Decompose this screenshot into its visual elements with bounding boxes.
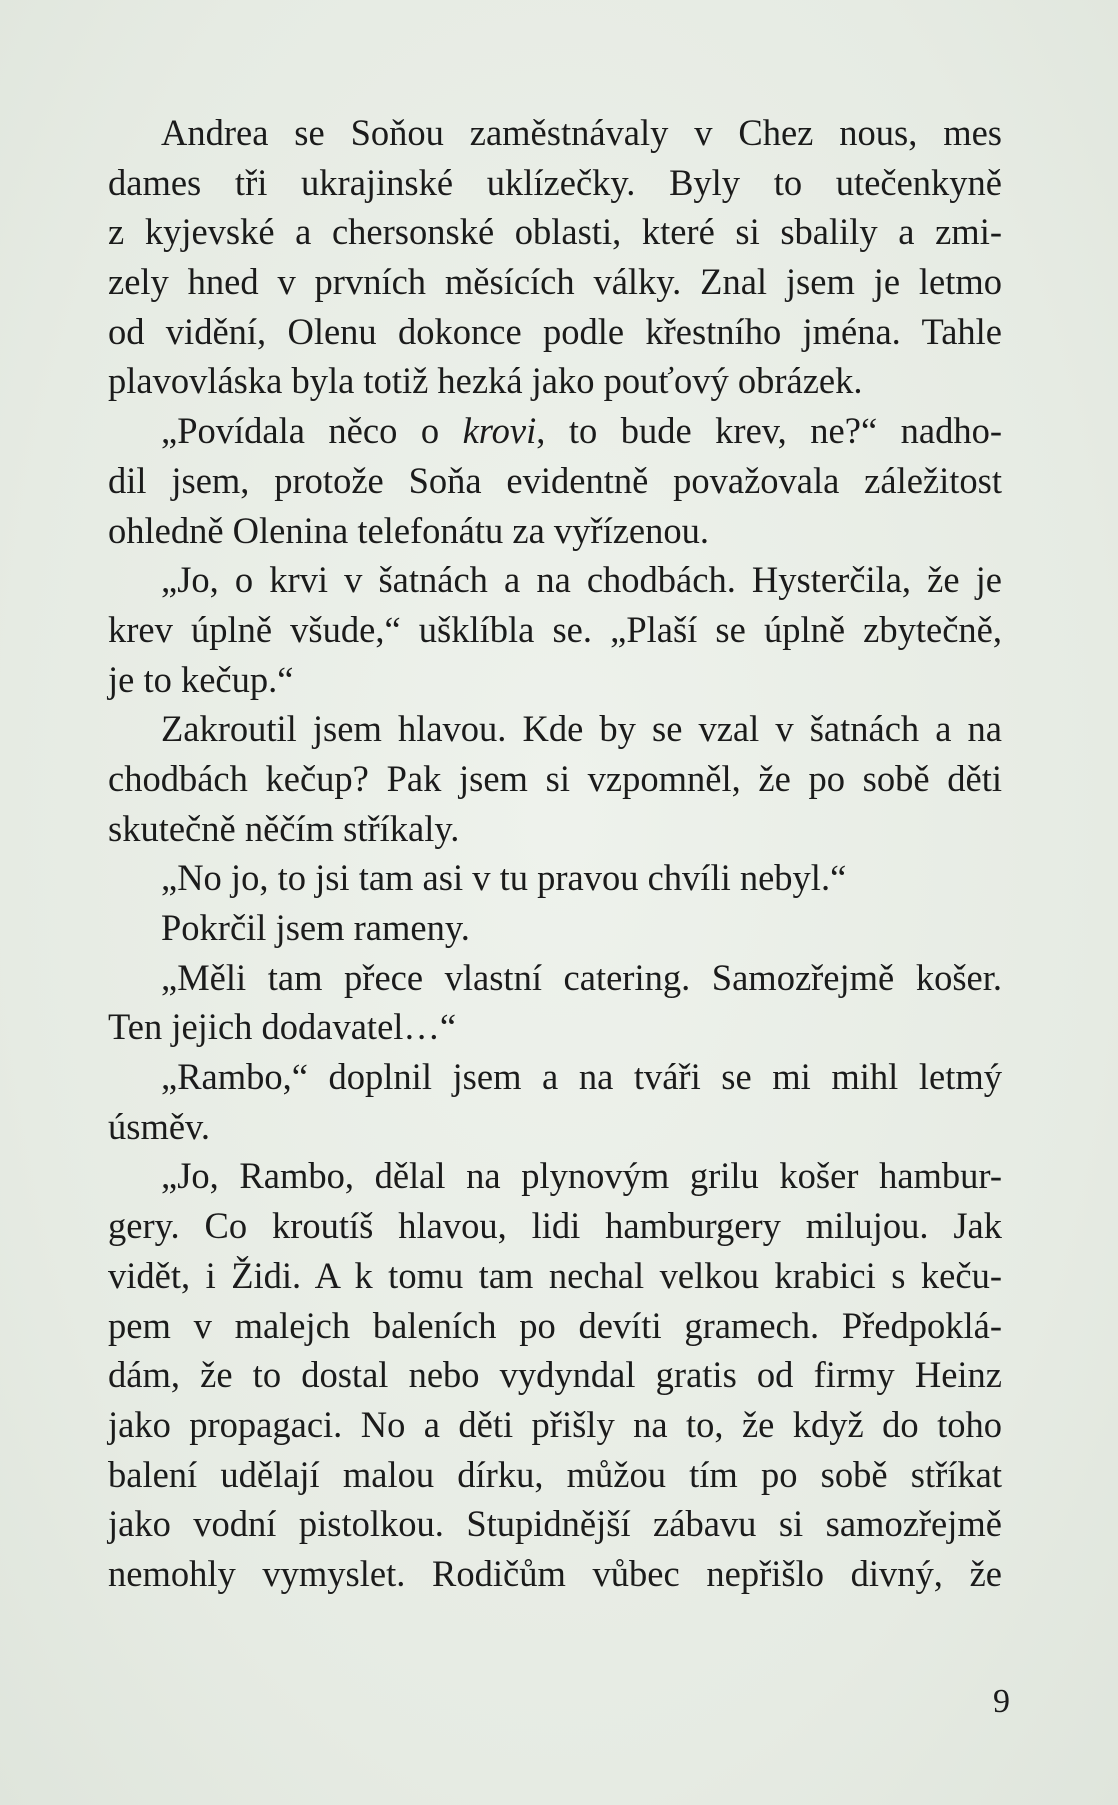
text-line: krev úplně všude,“ ušklíbla se. „Plaší se úplně zbytečně, [108,608,1002,650]
text-line: vidět, i Židi. A k tomu tam nechal velkou krabici s keču- [108,1254,1002,1296]
text-line: dames tři ukrajinské uklízečky. Byly to utečenkyně [108,161,1002,203]
body-text [108,108,1002,1599]
text-line: jako vodní pistolkou. Stupidnější zábavu si samozřejmě [108,1503,1002,1545]
text-line: „Rambo,“ doplnil jsem a na tváři se mi mihl letmý [161,1056,1002,1098]
text-line: gery. Co kroutíš hlavou, lidi hamburgery milujou. Jak [108,1205,1002,1247]
text-line: „Jo, Rambo, dělal na plynovým grilu košer hambur- [161,1155,1002,1197]
text-line: Pokrčil jsem rameny. [161,907,470,948]
text-line: „Měli tam přece vlastní catering. Samozřejmě košer. [161,956,1002,998]
text-line: Zakroutil jsem hlavou. Kde by se vzal v šatnách a na [161,708,1002,750]
text-line: dil jsem, protože Soňa evidentně považovala záležitost [108,459,1002,501]
page-number: 9 [993,1683,1010,1720]
text-line-with-italic: „Povídala něco o krovi, to bude krev, ne?“ nadho- [161,410,1002,452]
text-line: pem v malejch baleních po devíti gramech. Předpoklá- [108,1304,1002,1346]
text-line: z kyjevské a chersonské oblasti, které si sbalily a zmi- [108,211,1002,253]
text-line: ohledně Olenina telefonátu za vyřízenou. [108,509,709,551]
text-line: „Jo, o krvi v šatnách a na chodbách. Hysterčila, že je [161,559,1002,601]
text-line: jako propagaci. No a děti přišly na to, že když do toho [108,1403,1002,1445]
text-line: „No jo, to jsi tam asi v tu pravou chvíli nebyl.“ [161,857,847,899]
text-line: zely hned v prvních měsících války. Znal jsem je letmo [108,261,1002,303]
italic-word: krovi [462,410,537,452]
text-line: skutečně něčím stříkaly. [108,807,460,849]
text-line: dám, že to dostal nebo vydyndal gratis od firmy Heinz [108,1354,1002,1396]
text-line: plavovláska byla totiž hezká jako pouťový obrázek. [108,360,863,402]
text-line: je to kečup.“ [108,658,294,700]
text-line: Ten jejich dodavatel…“ [108,1006,457,1048]
text-line: chodbách kečup? Pak jsem si vzpomněl, že po sobě děti [108,757,1002,799]
text-line: Andrea se Soňou zaměstnávaly v Chez nous, mes [161,112,1002,153]
text-line: úsměv. [108,1105,211,1147]
text-line: od vidění, Olenu dokonce podle křestního jména. Tahle [108,310,1002,352]
text-line: balení udělají malou dírku, můžou tím po sobě stříkat [108,1453,1002,1495]
text-line: nemohly vymyslet. Rodičům vůbec nepřišlo divný, že [108,1552,1002,1594]
